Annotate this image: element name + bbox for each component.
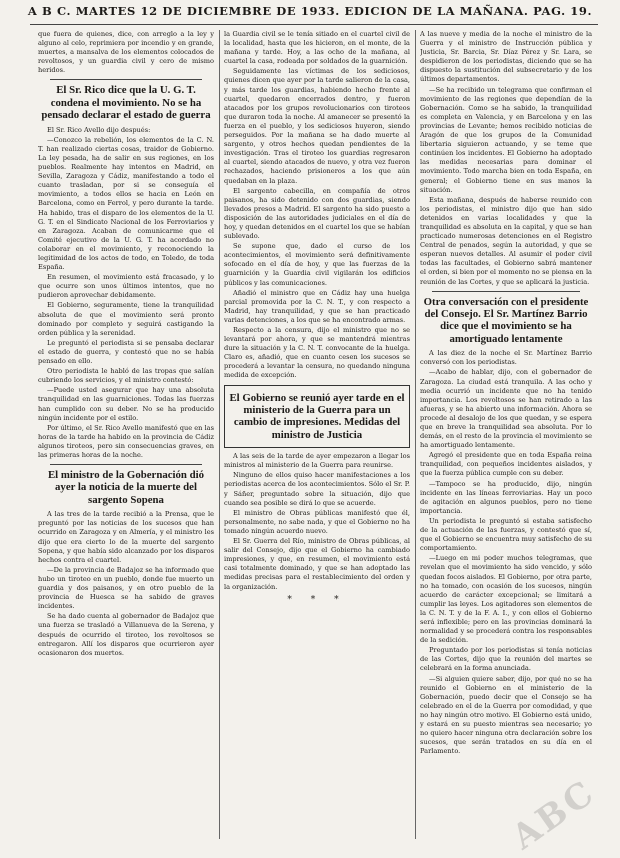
section-ornament: * * * [287, 594, 347, 605]
divider [50, 79, 202, 80]
column-divider [219, 30, 220, 839]
paragraph: Esta mañana, después de haberse reunido con los periodistas, el ministro dijo que han sido detenidos en varias localidades y que la tranquilidad es absoluta en la capital, y que se han practicado numerosas detenciones en el Registro Central de penados, según la autoridad, y que se esperan nuevos detalles. Al asumir el poder civil todas las facultades, el Gobierno sabrá mantener el orden, si bien por el momento no se piensa en la reunión de las Cortes, y que se aplicará la justicia. [420, 195, 592, 286]
divider [50, 464, 202, 465]
paragraph: Le preguntó el periodista si se pensaba declarar el estado de guerra, y contestó que no se había pensado en ello. [38, 338, 214, 366]
column-1 [38, 30, 214, 839]
paragraph: Se ha dado cuenta al gobernador de Badajoz que una fuerza se trasladó a Villanueva de la Serena, y después de ocurrido el tiroteo, los revoltosos se entregaron. Allí los disparos que ocurrieron ayer ocasionaron dos muertos. [38, 612, 214, 657]
boxed-headline [224, 385, 410, 449]
paragraph: Por último, el Sr. Rico Avello manifestó que en las horas de la tarde ha habido en la provincia de Cádiz algunos tiroteos, pero sin consecuencias graves, en las primeras horas de la noche. [38, 423, 214, 459]
paragraph: Preguntado por los periodistas si tenía noticias de las Cortes, dijo que la reunión del martes se celebrará en la forma anunciada. [420, 646, 592, 673]
paragraph: A las diez de la noche el Sr. Martínez Barrio conversó con los periodistas. [420, 349, 592, 367]
abc-watermark: ABC [505, 772, 604, 858]
paragraph: Ninguno de ellos quiso hacer manifestaciones a los periodistas acerca de los acontecimientos. Sólo el Sr. P. y Sáñer, preguntado sobre la situación, dijo que cuando sea posible se dirá lo que se acuerde. [224, 471, 410, 507]
paragraph: que fuera de quienes, dice, con arreglo a la ley y alguno al celo, reprimiera por incendio y en grande, muertes, a mansalva de los elementos colocados de revoltosos, y un guardia civil y cero de mismo heridos. [38, 30, 214, 75]
headline-gobierno: El Gobierno se reunió ayer tarde en el ministerio de la Guerra para un cambio de impresiones. Medidas del ministro de Justicia [229, 391, 405, 441]
paragraph: A las nueve y media de la noche el ministro de la Guerra y el ministro de Instrucción pública y Justicia, Sr. Barcia, Sr. Díaz Pérez y Sr. Lara, se despidieron de los periodistas, diciendo que se ha dispuesto la sustitución del subsecretario y de los últimos departamentos. [420, 30, 592, 84]
running-head: A B C. MARTES 12 DE DICIEMBRE DE 1933. EDICION DE LA MAÑANA. PAG. 19. [27, 4, 593, 18]
paragraph: —Tampoco se ha producido, dijo, ningún incidente en las líneas ferroviarias. Hay un poco de agitación en algunos pueblos, pero no tiene importancia. [420, 479, 592, 515]
paragraph: Otro periodista le habló de las tropas que salían cubriendo los servicios, y el ministro contestó: [38, 367, 214, 385]
paragraph: Se supone que, dado el curso de los acontecimientos, el movimiento será definitivamente sofocado en el día de hoy, y que las fuerzas de la guarnición y la Guardia civil vigilarán los edificios públicos y las comunicaciones. [224, 242, 410, 287]
paragraph: Añadió el ministro que en Cádiz hay una huelga parcial promovida por la C. N. T., y con respecto a Madrid, hay tranquilidad, y que se han practicado varias detenciones, a los que se ha encontrado armas. [224, 288, 410, 324]
headline-ugt: El Sr. Rico dice que la U. G. T. condena el movimiento. No se ha pensado declarar el estado de guerra [41, 84, 211, 122]
paragraph: —Puede usted asegurar que hay una absoluta tranquilidad en las guarniciones. Todas las fuerzas han cumplido con su deber. No se ha producido ningún incidente por el estilo. [38, 386, 214, 422]
column-divider [415, 30, 416, 839]
paragraph: —Si alguien quiere saber, dijo, por qué no se ha reunido el Gobierno en el ministerio de la Gobernación, puedo decir que el Consejo se ha celebrado en el de la Guerra por comodidad, y que no hay ningún otro motivo. El Gobierno está unido, y estará en su puesto mientras sea necesario; yo no quiero hacer ninguna otra declaración sobre los sucesos, que serán tratados en su día en el Parlamento. [420, 674, 592, 756]
paragraph: —Conozco la rebelión, los elementos de la C. N. T. han realizado ciertas cosas, traidor de Gobierno. La ley pesada, ha de salir en sus regiones, en los pueblos. Realmente hay intentos en Madrid, en Sevilla, Zaragoza y Cádiz, manifestando a todo el cuanto trasladan, por si se conseguía el movimiento, a todos ellos se hacia en León en Barcelona, como en Ferrol, y pero durante la tarde. Ha habido, tras el disparo de los elementos de la U. G. T. en el Sindicato Nacional de los Ferroviarios y en Zaragoza. Acaban de comunicarme que el Comité ejecutivo de la U. G. T. ha acordado no colaborar en el movimiento, y reconociendo la legitimidad de los actos de todo, en Toledo, de toda España. [38, 135, 214, 272]
headline-presidente: Otra conversación con el presidente del Consejo. El Sr. Martínez Barrio dice que el movimiento se ha amortiguado lentamente [423, 295, 589, 345]
paragraph: Un periodista le preguntó si estaba satisfecho de la actuación de las fuerzas, y contestó que sí, que el Gobierno se encuentra muy satisfecho de su comportamiento. [420, 516, 592, 553]
paragraph: —Se ha recibido un telegrama que confirman el movimiento de las regiones que dependían de la Gobernación. Como se ha sabido, la tranquilidad es completa en Valencia, y en Barcelona y en las provincias de Levante; hemos recibido noticias de Aragón de que los grupos de la Comunidad libertaria siguieron actuando, y se teme que continúen los incidentes. El Gobierno ha adoptado las medidas necesarias para dominar el movimiento. Todo marcha bien en toda España, en general; el Gobierno tiene en sus manos la situación. [420, 85, 592, 194]
paragraph: Respecto a la censura, dijo el ministro que no se levantará por ahora, y que se mantendrá mientras dure la situación y la C. N. T. convocante de la huelga. Claro es, añadió, que en cuanto cesen los sucesos se procederá a levantar la censura, no quedando ninguna medida de excepción. [224, 326, 410, 380]
paragraph: El ministro de Obras públicas manifestó que él, personalmente, no sabe nada, y que el Gobierno no ha tomado ningún acuerdo nuevo. [224, 508, 410, 535]
paragraph: El Sr. Rico Avello dijo después: [47, 125, 151, 134]
paragraph: El Gobierno, seguramente, tiene la tranquilidad absoluta de que el movimiento será pronto dominado por completo y seguirá castigando la orden pública y la serenidad. [38, 301, 214, 337]
paragraph: —Acabo de hablar, dijo, con el gobernador de Zaragoza. La ciudad está tranquila. A las ocho y media ocurrió un incidente que no ha tenido importancia. Los revoltosos se han retirado a las afueras, y se ha abierto una información. Ahora se procede al desalojo de los que quedan, y se espera que en breve la tranquilidad sea absoluta. Por lo demás, en el resto de la provincia el movimiento se ha amortiguado lentamente. [420, 368, 592, 450]
column-2 [224, 30, 410, 839]
paragraph: —Luego en mi poder muchos telegramas, que revelan que el movimiento ha sido vencido, y sólo quedan focos aislados. El Gobierno, por otra parte, no ha tomado, con ocasión de los sucesos, ningún acuerdo de carácter excepcional; se limitará a cumplir las leyes. Los agitadores son elementos de la C. N. T. y de la F. A. I., y con ellos el Gobierno será inflexible; pero en las provincias dominará la normalidad y se procederá contra los responsables de la sedición. [420, 554, 592, 645]
divider [432, 291, 580, 292]
paragraph: En resumen, el movimiento está fracasado, y lo que ocurre son unos últimos intentos, que no pudieron aprovechar debidamente. [38, 273, 214, 300]
paragraph: —De la provincia de Badajoz se ha informado que hubo un tiroteo en un pueblo, donde fue muerto un guardia y dos paisanos, y en otro pueblo de la provincia de Huesca se ha sabido de graves incidentes. [38, 565, 214, 611]
column-3 [420, 30, 592, 839]
paragraph: El Sr. Guerra del Río, ministro de Obras públicas, al salir del Consejo, dijo que el Gobierno ha cambiado impresiones, y que, en resumen, el movimiento está casi totalmente dominado, y que se han adoptado las medidas precisas para el restablecimiento del orden y la organización. [224, 537, 410, 591]
paragraph: la Guardia civil se le tenía sitiado en el cuartel civil de la localidad, hasta que les hicieron, en el monte, de la mañana y tarde. Hoy, a las ocho de la mañana, al cuartel la casa, rodeada por soldados de la guarnición. [224, 30, 410, 66]
paragraph: Agregó el presidente que en toda España reina tranquilidad, con pequeños incidentes aislados, y que la fuerza pública cumple con su deber. [420, 451, 592, 478]
paragraph: Seguidamente las víctimas de los sediciosos, quienes dicen que ayer por la tarde salieron de la casa, y más tarde los guardias, habiendo hecho frente al cuartel, quedaron encerrados dentro, y fueron atacados por los grupos revolucionarios con tiroteos que duraron toda la noche. Al amanecer se presentó la fuerza en el pueblo, y los sediciosos huyeron, siendo perseguidos. Por la mañana se ha dado muerte al sargento, y otros hechos quedan pendientes de la investigación. Tras el tiroteo los guardias regresaron al cuartel, siendo atacados de nuevo, y otra vez fueron rechazados, haciendo prisioneros a los que aún quedaban en la plaza. [224, 67, 410, 185]
header-rule [30, 24, 598, 25]
paragraph: El sargento cabecilla, en compañía de otros paisanos, ha sido detenido con dos guardias, siendo llevados presos a Madrid. El sargento ha sido puesto a disposición de las autoridades judiciales en el día de hoy, y quedan detenidos en el cuartel los que se habían sublevado. [224, 186, 410, 241]
paragraph: A las tres de la tarde recibió a la Prensa, que le preguntó por las noticias de los sucesos que han ocurrido en Zaragoza y en Almería, y el ministro les dijo que era cierto lo de la muerte del sargento Sopena, y que había sido alcanzado por los disparos hechos contra el cuartel. [38, 510, 214, 564]
headline-sopena: El ministro de la Gobernación dió ayer la noticia de la muerte del sargento Sopena [47, 469, 205, 506]
paragraph: A las seis de la tarde de ayer empezaron a llegar los ministros al ministerio de la Guerra para reunirse. [224, 452, 410, 470]
